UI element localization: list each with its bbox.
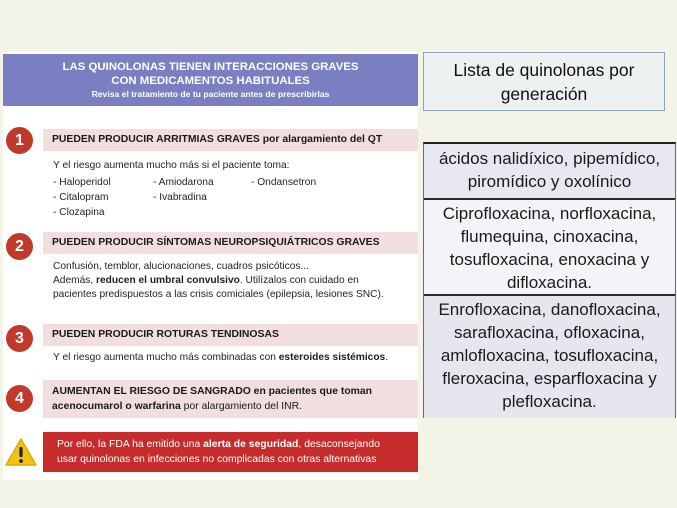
infographic-banner (3, 54, 418, 106)
generations-list (423, 142, 676, 418)
drug-item: - Amiodarona (153, 177, 214, 188)
item-2-heading: PUEDEN PRODUCIR SÍNTOMAS NEUROPSIQUIÁTRICOS GRAVES (43, 232, 418, 254)
item-1-intro: Y el riesgo aumenta mucho más si el paciente toma: (53, 160, 290, 171)
generation-2: Ciprofloxacina, norfloxacina, flumequina, cinoxacina, tosufloxacina, enoxacina y difloxacina. (424, 200, 675, 294)
number-badge-2: 2 (6, 233, 33, 260)
item-1-heading: PUEDEN PRODUCIR ARRITMIAS GRAVES por alargamiento del QT (43, 129, 418, 151)
banner-title-line2: CON MEDICAMENTOS HABITUALES (111, 75, 310, 87)
number-badge-1: 1 (6, 127, 33, 154)
banner-subtitle: Revisa el tratamiento de tu paciente antes de prescribirlas (91, 89, 330, 99)
drug-item: - Citalopram (53, 192, 109, 203)
alert-line2: usar quinolonas en infecciones no complicadas con otras alternativas (57, 453, 377, 465)
item-2-body (53, 260, 384, 302)
alert-line1: Por ello, la FDA ha emitido una alerta de seguridad, desaconsejando (57, 439, 380, 450)
item-2-line3: pacientes predispuestos a las crisis comiciales (epilepsia, lesiones SNC). (53, 289, 384, 300)
item-2-line2: Además, reducen el umbral convulsivo. Utilízalos con cuidado en (53, 275, 359, 286)
generation-1: ácidos nalidíxico, pipemídico, piromídico y oxolínico (424, 144, 675, 198)
generation-3: Enrofloxacina, danofloxacina, sarafloxacina, ofloxacina, amlofloxacina, tosufloxacina, fleroxacina, esparfloxacina y plefloxacina. (424, 296, 675, 418)
drug-item: - Ondansetron (251, 177, 317, 188)
item-4-heading-line2: acenocumarol o warfarina por alargamiento del INR. (52, 401, 303, 412)
number-badge-4: 4 (6, 385, 33, 412)
drug-item: - Haloperidol (53, 177, 111, 188)
drug-item: - Clozapina (53, 207, 105, 218)
generations-title: Lista de quinolonas por generación (423, 52, 665, 111)
item-4-heading-line1: AUMENTAN EL RIESGO DE SANGRADO en pacientes que toman (52, 386, 373, 397)
number-badge-3: 3 (6, 325, 33, 352)
quinolone-infographic (3, 52, 418, 480)
drug-item: - Ivabradina (153, 192, 207, 203)
item-3-body: Y el riesgo aumenta mucho más combinadas con esteroides sistémicos. (53, 352, 389, 363)
item-4-heading (43, 380, 418, 418)
banner-title-line1: LAS QUINOLONAS TIENEN INTERACCIONES GRAVES (62, 61, 359, 73)
banner-title (3, 54, 418, 88)
warning-triangle-icon (5, 437, 37, 467)
item-3-heading: PUEDEN PRODUCIR ROTURAS TENDINOSAS (43, 324, 418, 346)
item-2-line1: Confusión, temblor, alucionaciones, cuadros psicóticos... (53, 261, 309, 272)
fda-alert-box (43, 432, 418, 472)
